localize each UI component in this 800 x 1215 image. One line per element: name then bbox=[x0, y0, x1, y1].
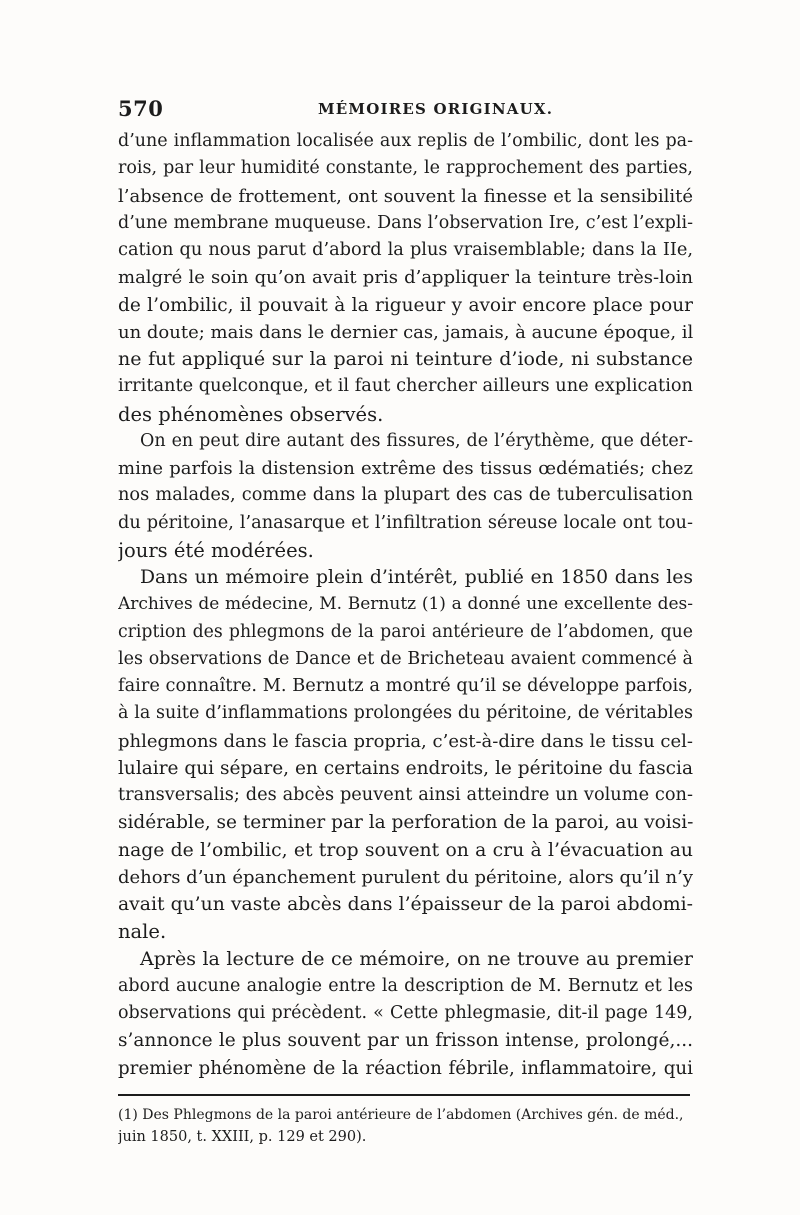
text-line: des phénomènes observés. bbox=[118, 402, 384, 426]
footnotes bbox=[118, 1104, 693, 1148]
text-line: cription des phlegmons de la paroi antérieure de l’abdomen, que bbox=[118, 621, 693, 642]
running-title: MÉMOIRES ORIGINAUX. bbox=[318, 100, 554, 118]
text-line: On en peut dire autant des fissures, de l’érythème, que déter- bbox=[140, 430, 693, 451]
text-line: d’une membrane muqueuse. Dans l’observation Ire, c’est l’expli- bbox=[118, 212, 693, 233]
text-line: mine parfois la distension extrême des tissus œdématiés; chez bbox=[118, 458, 693, 479]
text-line: transversalis; des abcès peuvent ainsi atteindre un volume con- bbox=[118, 785, 693, 805]
text-line: sidérable, se terminer par la perforation de la paroi, au voisi- bbox=[118, 812, 693, 834]
text-line: à la suite d’inflammations prolongées du péritoine, de véritables bbox=[118, 703, 693, 724]
text-line: avait qu’un vaste abcès dans l’épaisseur de la paroi abdomi- bbox=[118, 894, 693, 915]
text-line: jours été modérées. bbox=[118, 538, 314, 562]
text-line: premier phénomène de la réaction fébrile, inflammatoire, qui bbox=[118, 1057, 693, 1079]
text-line: Archives de médecine, M. Bernutz (1) a donné une excellente des- bbox=[118, 594, 693, 615]
page-number: 570 bbox=[118, 96, 164, 121]
text-line: rois, par leur humidité constante, le rapprochement des parties, bbox=[118, 158, 693, 179]
text-line: Après la lecture de ce mémoire, on ne trouve au premier bbox=[140, 947, 693, 970]
text-line: du péritoine, l’anasarque et l’infiltration séreuse locale ont tou- bbox=[118, 512, 693, 533]
body-text bbox=[118, 128, 693, 1082]
text-line: lulaire qui sépare, en certains endroits, le péritoine du fascia bbox=[118, 757, 693, 779]
text-line: cation qu nous parut d’abord la plus vraisemblable; dans la IIe, bbox=[118, 240, 693, 260]
text-line: nos malades, comme dans la plupart des cas de tuberculisation bbox=[118, 485, 693, 506]
text-line: faire connaître. M. Bernutz a montré qu’il se développe parfois, bbox=[118, 676, 693, 696]
footnote-line: juin 1850, t. XXIII, p. 129 et 290). bbox=[118, 1129, 367, 1145]
text-line: un doute; mais dans le dernier cas, jamais, à aucune époque, il bbox=[118, 321, 693, 343]
text-line: l’absence de frottement, ont souvent la finesse et la sensibilité bbox=[118, 185, 693, 207]
text-line: malgré le soin qu’on avait pris d’appliquer la teinture très-loin bbox=[118, 267, 693, 289]
text-line: irritante quelconque, et il faut chercher ailleurs une explication bbox=[118, 376, 693, 397]
text-line: observations qui précèdent. « Cette phlegmasie, dit-il page 149, bbox=[118, 1003, 693, 1023]
text-line: abord aucune analogie entre la description de M. Bernutz et les bbox=[118, 975, 693, 996]
text-line: d’une inflammation localisée aux replis de l’ombilic, dont les pa- bbox=[118, 131, 693, 151]
text-line: ne fut appliqué sur la paroi ni teinture d’iode, ni substance bbox=[118, 348, 693, 370]
text-line: les observations de Dance et de Bricheteau avaient commencé à bbox=[118, 648, 693, 669]
text-line: dehors d’un épanchement purulent du péritoine, alors qu’il n’y bbox=[118, 866, 693, 888]
footnote-line: (1) Des Phlegmons de la paroi antérieure de l’abdomen (Archives gén. de méd., bbox=[118, 1107, 684, 1123]
footnote-divider bbox=[118, 1094, 690, 1096]
text-line: nale. bbox=[118, 920, 167, 944]
running-head bbox=[118, 96, 693, 122]
text-line: de l’ombilic, il pouvait à la rigueur y avoir encore place pour bbox=[118, 294, 693, 316]
text-line: Dans un mémoire plein d’intérêt, publié en 1850 dans les bbox=[140, 567, 693, 588]
text-line: phlegmons dans le fascia propria, c’est-à-dire dans le tissu cel- bbox=[118, 730, 693, 752]
text-line: nage de l’ombilic, et trop souvent on a cru à l’évacuation au bbox=[118, 839, 693, 861]
text-line: s’annonce le plus souvent par un frisson intense, prolongé,... bbox=[118, 1030, 693, 1052]
